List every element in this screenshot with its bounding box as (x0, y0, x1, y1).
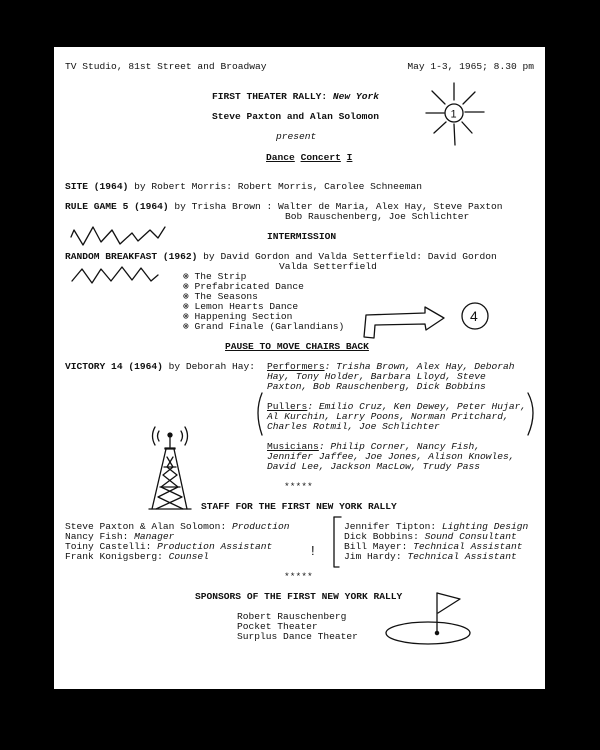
present-text: present (276, 131, 317, 142)
radio-tower-doodle (149, 427, 191, 509)
svg-text:!: ! (311, 543, 315, 558)
program-sheet (54, 47, 545, 689)
sponsor-name: Pocket Theater (237, 621, 318, 632)
performers-line: Paxton, Bob Rauschenberg, Dick Bobbins (267, 381, 486, 392)
zigzag-doodle (71, 227, 165, 245)
pullers-line: Charles Rotmil, Joe Schlichter (267, 421, 440, 432)
golf-flag-doodle (386, 593, 470, 644)
sponsor-name: Robert Rauschenberg (237, 611, 347, 622)
musicians-line: Musicians: Philip Corner, Nancy Fish, (267, 441, 481, 452)
pullers-line: Al Kurchin, Larry Poons, Norman Pritchard, (267, 411, 509, 422)
musicians-line: David Lee, Jackson MacLow, Trudy Pass (267, 461, 481, 472)
staff-right-row: Jennifer Tipton: Lighting Design (344, 521, 529, 532)
list-item: ⊗ Prefabricated Dance (183, 281, 304, 292)
left-paren-doodle (258, 393, 262, 435)
list-item: ⊗ The Strip (183, 271, 247, 282)
staff-left-row: Frank Konigsberg: Counsel (65, 551, 209, 562)
list-item: ⊗ Happening Section (183, 311, 293, 322)
list-item: ⊗ The Seasons (183, 291, 258, 302)
site-entry: SITE (1964) by Robert Morris: Robert Morris, Carolee Schneeman (65, 181, 422, 192)
list-item: ⊗ Grand Finale (Garlandians) (183, 321, 345, 332)
circled-number-doodle (462, 303, 488, 329)
date-text: May 1-3, 1965; 8.30 pm (407, 61, 534, 72)
list-item: ⊗ Lemon Hearts Dance (183, 301, 299, 312)
pullers-line: Pullers: Emilio Cruz, Ken Dewey, Peter Hujar, (267, 401, 527, 412)
staff-right-row: Bill Mayer: Technical Assistant (344, 541, 523, 552)
staff-left-row: Toiny Castelli: Production Assistant (65, 541, 273, 552)
right-paren-doodle (528, 393, 533, 435)
concert-title: Dance Concert I (266, 152, 353, 163)
performers-line: Hay, Tony Holder, Barbara Lloyd, Steve (267, 371, 486, 382)
arrow-doodle (364, 307, 444, 338)
svg-text:1: 1 (450, 108, 457, 121)
victory-entry: VICTORY 14 (1964) by Deborah Hay: (65, 361, 255, 372)
venue-text: TV Studio, 81st Street and Broadway (65, 61, 267, 72)
zigzag-doodle-lower (72, 267, 158, 283)
random-breakfast-entry: RANDOM BREAKFAST (1962) by David Gordon and Valda Setterfield: David Gordon (65, 251, 497, 262)
sun-doodle (426, 83, 484, 145)
rally-title: FIRST THEATER RALLY: New York (212, 91, 379, 102)
rule-game-entry-cont: Bob Rauschenberg, Joe Schlichter (285, 211, 470, 222)
presenters-text: Steve Paxton and Alan Solomon (212, 111, 379, 122)
musicians-line: Jennifer Jaffee, Joe Jones, Alison Knowles, (267, 451, 515, 462)
staff-right-row: Dick Bobbins: Sound Consultant (344, 531, 517, 542)
staff-left-row: Nancy Fish: Manager (65, 531, 175, 542)
staff-heading: STAFF FOR THE FIRST NEW YORK RALLY (201, 501, 397, 512)
staff-left-row: Steve Paxton & Alan Solomon: Production (65, 521, 290, 532)
rule-game-entry: RULE GAME 5 (1964) by Trisha Brown : Walter de Maria, Alex Hay, Steve Paxton (65, 201, 503, 212)
hand-drawings (54, 47, 545, 689)
divider-doodle (311, 517, 341, 567)
staff-right-row: Jim Hardy: Technical Assistant (344, 551, 517, 562)
separator-stars: ***** (284, 571, 313, 582)
separator-stars: ***** (284, 481, 313, 492)
performers-line: Performers: Trisha Brown, Alex Hay, Deborah (267, 361, 515, 372)
svg-text:4: 4 (470, 308, 478, 324)
intermission-text: INTERMISSION (267, 231, 337, 242)
sponsors-heading: SPONSORS OF THE FIRST NEW YORK RALLY (195, 591, 403, 602)
sponsor-name: Surplus Dance Theater (237, 631, 358, 642)
pause-text: PAUSE TO MOVE CHAIRS BACK (225, 341, 369, 352)
random-breakfast-entry-cont: Valda Setterfield (279, 261, 377, 272)
